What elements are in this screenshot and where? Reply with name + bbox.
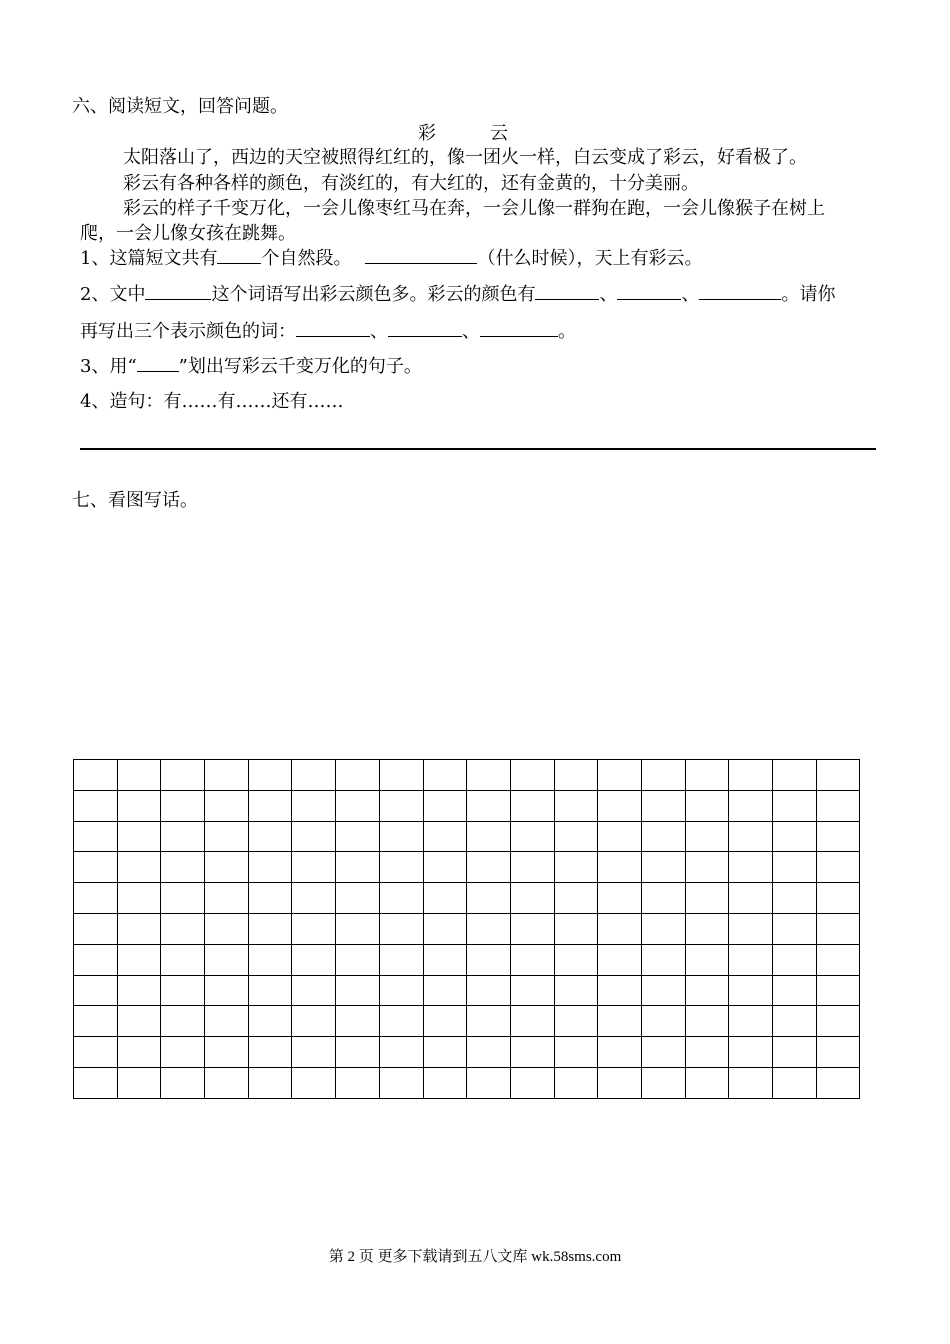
grid-cell[interactable] bbox=[423, 944, 467, 975]
question-3 bbox=[80, 353, 422, 379]
q2-text-b: 这个词语写出彩云颜色多。彩云的颜色有 bbox=[211, 284, 536, 305]
grid-cell[interactable] bbox=[336, 1037, 380, 1068]
grid-cell[interactable] bbox=[729, 760, 773, 791]
grid-cell[interactable] bbox=[598, 944, 642, 975]
q3-text-b: ”划出写彩云千变万化的句子。 bbox=[178, 356, 422, 377]
grid-cell[interactable] bbox=[773, 760, 817, 791]
q2-sep-3: 、 bbox=[370, 321, 388, 342]
grid-cell[interactable] bbox=[816, 760, 860, 791]
grid-cell[interactable] bbox=[816, 1067, 860, 1098]
grid-cell[interactable] bbox=[641, 1006, 685, 1037]
grid-cell[interactable] bbox=[773, 1067, 817, 1098]
grid-cell[interactable] bbox=[292, 1006, 336, 1037]
grid-cell[interactable] bbox=[598, 1006, 642, 1037]
grid-cell[interactable] bbox=[205, 1006, 249, 1037]
q2-blank-extra-color-1[interactable] bbox=[296, 318, 370, 337]
grid-cell[interactable] bbox=[379, 1067, 423, 1098]
grid-cell[interactable] bbox=[423, 1006, 467, 1037]
grid-cell[interactable] bbox=[205, 790, 249, 821]
question-1 bbox=[80, 245, 702, 271]
grid-cell[interactable] bbox=[336, 975, 380, 1006]
grid-cell[interactable] bbox=[205, 1067, 249, 1098]
grid-cell[interactable] bbox=[773, 913, 817, 944]
grid-cell[interactable] bbox=[74, 760, 118, 791]
grid-cell[interactable] bbox=[554, 975, 598, 1006]
grid-cell[interactable] bbox=[685, 760, 729, 791]
grid-cell[interactable] bbox=[248, 883, 292, 914]
grid-cell[interactable] bbox=[205, 1037, 249, 1068]
section-6-heading: 六、阅读短文，回答问题。 bbox=[72, 96, 288, 117]
grid-cell[interactable] bbox=[773, 975, 817, 1006]
grid-cell[interactable] bbox=[641, 821, 685, 852]
grid-cell[interactable] bbox=[773, 944, 817, 975]
grid-cell[interactable] bbox=[336, 790, 380, 821]
grid-cell[interactable] bbox=[292, 944, 336, 975]
grid-cell[interactable] bbox=[117, 975, 161, 1006]
grid-cell[interactable] bbox=[379, 790, 423, 821]
grid-cell[interactable] bbox=[117, 852, 161, 883]
grid-cell[interactable] bbox=[773, 821, 817, 852]
grid-cell[interactable] bbox=[74, 1067, 118, 1098]
q2-sep-1: 、 bbox=[599, 284, 618, 305]
q1-blank-paragraph-count[interactable] bbox=[217, 245, 261, 264]
grid-cell[interactable] bbox=[554, 944, 598, 975]
grid-cell[interactable] bbox=[685, 913, 729, 944]
grid-cell[interactable] bbox=[205, 852, 249, 883]
grid-cell[interactable] bbox=[685, 790, 729, 821]
grid-cell[interactable] bbox=[161, 790, 205, 821]
q2-text-a: 2、文中 bbox=[80, 284, 146, 305]
q2-blank-extra-color-2[interactable] bbox=[388, 318, 462, 337]
grid-cell[interactable] bbox=[117, 1037, 161, 1068]
grid-cell[interactable] bbox=[510, 1006, 554, 1037]
grid-cell[interactable] bbox=[248, 1037, 292, 1068]
grid-row bbox=[74, 1006, 860, 1037]
grid-cell[interactable] bbox=[423, 760, 467, 791]
grid-cell[interactable] bbox=[467, 1006, 511, 1037]
grid-cell[interactable] bbox=[467, 790, 511, 821]
grid-cell[interactable] bbox=[292, 883, 336, 914]
grid-row bbox=[74, 975, 860, 1006]
grid-cell[interactable] bbox=[423, 913, 467, 944]
passage-paragraph-3-cont: 爬，一会儿像女孩在跳舞。 bbox=[80, 223, 296, 244]
q1-blank-when[interactable] bbox=[365, 245, 477, 264]
grid-cell[interactable] bbox=[773, 790, 817, 821]
page-footer: 第 2 页 更多下载请到五八文库 wk.58sms.com bbox=[328, 1249, 622, 1265]
grid-cell[interactable] bbox=[423, 790, 467, 821]
grid-cell[interactable] bbox=[292, 760, 336, 791]
grid-cell[interactable] bbox=[336, 1067, 380, 1098]
passage-paragraph-3: 彩云的样子千变万化，一会儿像枣红马在奔，一会儿像一群狗在跑，一会儿像猴子在树上 bbox=[123, 198, 825, 219]
grid-cell[interactable] bbox=[773, 1006, 817, 1037]
grid-cell[interactable] bbox=[336, 852, 380, 883]
grid-cell[interactable] bbox=[379, 1037, 423, 1068]
grid-cell[interactable] bbox=[423, 852, 467, 883]
grid-cell[interactable] bbox=[598, 852, 642, 883]
passage-paragraph-1: 太阳落山了，西边的天空被照得红红的，像一团火一样，白云变成了彩云，好看极了。 bbox=[123, 147, 807, 168]
grid-cell[interactable] bbox=[816, 913, 860, 944]
grid-cell[interactable] bbox=[248, 975, 292, 1006]
grid-cell[interactable] bbox=[205, 760, 249, 791]
grid-cell[interactable] bbox=[510, 1067, 554, 1098]
grid-cell[interactable] bbox=[554, 760, 598, 791]
grid-cell[interactable] bbox=[292, 852, 336, 883]
grid-cell[interactable] bbox=[554, 1067, 598, 1098]
q2-sep-4: 、 bbox=[462, 321, 480, 342]
grid-cell[interactable] bbox=[423, 883, 467, 914]
grid-cell[interactable] bbox=[117, 1067, 161, 1098]
grid-cell[interactable] bbox=[205, 944, 249, 975]
grid-cell[interactable] bbox=[74, 1006, 118, 1037]
grid-cell[interactable] bbox=[248, 760, 292, 791]
grid-cell[interactable] bbox=[729, 975, 773, 1006]
grid-cell[interactable] bbox=[510, 944, 554, 975]
grid-cell[interactable] bbox=[685, 975, 729, 1006]
grid-cell[interactable] bbox=[773, 852, 817, 883]
grid-cell[interactable] bbox=[685, 821, 729, 852]
grid-cell[interactable] bbox=[729, 944, 773, 975]
q1-text-a: 1、这篇短文共有 bbox=[80, 248, 218, 269]
grid-cell[interactable] bbox=[467, 944, 511, 975]
grid-cell[interactable] bbox=[467, 852, 511, 883]
q2-blank-color-3[interactable] bbox=[699, 281, 781, 300]
grid-cell[interactable] bbox=[510, 790, 554, 821]
grid-cell[interactable] bbox=[248, 913, 292, 944]
grid-row bbox=[74, 883, 860, 914]
grid-cell[interactable] bbox=[554, 790, 598, 821]
grid-cell[interactable] bbox=[292, 913, 336, 944]
grid-cell[interactable] bbox=[510, 975, 554, 1006]
grid-cell[interactable] bbox=[423, 975, 467, 1006]
q2-sep-2: 、 bbox=[681, 284, 700, 305]
grid-cell[interactable] bbox=[685, 883, 729, 914]
grid-cell[interactable] bbox=[729, 913, 773, 944]
grid-cell[interactable] bbox=[598, 1067, 642, 1098]
grid-cell[interactable] bbox=[379, 852, 423, 883]
grid-cell[interactable] bbox=[685, 1037, 729, 1068]
grid-cell[interactable] bbox=[74, 1037, 118, 1068]
grid-cell[interactable] bbox=[117, 1006, 161, 1037]
grid-cell[interactable] bbox=[467, 883, 511, 914]
q2-blank-word[interactable] bbox=[145, 281, 211, 300]
grid-cell[interactable] bbox=[598, 1037, 642, 1068]
grid-cell[interactable] bbox=[248, 944, 292, 975]
grid-cell[interactable] bbox=[161, 821, 205, 852]
grid-row bbox=[74, 1037, 860, 1068]
question-4: 4、造句：有……有……还有…… bbox=[80, 391, 344, 412]
grid-cell[interactable] bbox=[161, 1067, 205, 1098]
q1-text-c: （什么时候），天上有彩云。 bbox=[477, 248, 703, 269]
grid-cell[interactable] bbox=[161, 1037, 205, 1068]
grid-cell[interactable] bbox=[685, 1006, 729, 1037]
grid-cell[interactable] bbox=[598, 821, 642, 852]
grid-cell[interactable] bbox=[379, 1006, 423, 1037]
grid-cell[interactable] bbox=[816, 1006, 860, 1037]
grid-row bbox=[74, 760, 860, 791]
grid-cell[interactable] bbox=[117, 821, 161, 852]
grid-cell[interactable] bbox=[248, 1067, 292, 1098]
grid-cell[interactable] bbox=[248, 790, 292, 821]
q2-line2-text: 再写出三个表示颜色的词： bbox=[80, 321, 296, 342]
answer-line[interactable] bbox=[80, 448, 876, 450]
grid-cell[interactable] bbox=[161, 944, 205, 975]
grid-cell[interactable] bbox=[161, 975, 205, 1006]
grid-cell[interactable] bbox=[74, 975, 118, 1006]
grid-cell[interactable] bbox=[74, 883, 118, 914]
grid-cell[interactable] bbox=[117, 944, 161, 975]
grid-cell[interactable] bbox=[336, 883, 380, 914]
grid-cell[interactable] bbox=[554, 913, 598, 944]
grid-row bbox=[74, 913, 860, 944]
grid-cell[interactable] bbox=[510, 1037, 554, 1068]
grid-cell[interactable] bbox=[117, 760, 161, 791]
grid-cell[interactable] bbox=[161, 1006, 205, 1037]
grid-cell[interactable] bbox=[641, 1037, 685, 1068]
grid-cell[interactable] bbox=[336, 821, 380, 852]
grid-cell[interactable] bbox=[773, 1037, 817, 1068]
grid-cell[interactable] bbox=[292, 1037, 336, 1068]
grid-cell[interactable] bbox=[74, 944, 118, 975]
grid-cell[interactable] bbox=[248, 1006, 292, 1037]
grid-cell[interactable] bbox=[292, 821, 336, 852]
grid-cell[interactable] bbox=[816, 883, 860, 914]
grid-cell[interactable] bbox=[336, 913, 380, 944]
grid-cell[interactable] bbox=[598, 760, 642, 791]
passage-paragraph-2: 彩云有各种各样的颜色，有淡红的，有大红的，还有金黄的，十分美丽。 bbox=[123, 173, 699, 194]
grid-cell[interactable] bbox=[117, 913, 161, 944]
grid-cell[interactable] bbox=[161, 760, 205, 791]
writing-grid bbox=[73, 759, 860, 1099]
grid-cell[interactable] bbox=[685, 1067, 729, 1098]
question-2 bbox=[80, 281, 835, 307]
grid-cell[interactable] bbox=[554, 1006, 598, 1037]
grid-cell[interactable] bbox=[117, 790, 161, 821]
grid-cell[interactable] bbox=[379, 975, 423, 1006]
q3-blank-marker bbox=[137, 353, 179, 372]
passage-title: 彩 云 bbox=[418, 123, 526, 144]
grid-cell[interactable] bbox=[161, 852, 205, 883]
grid-cell[interactable] bbox=[423, 1037, 467, 1068]
grid-row bbox=[74, 1067, 860, 1098]
grid-cell[interactable] bbox=[510, 821, 554, 852]
grid-cell[interactable] bbox=[467, 1037, 511, 1068]
grid-cell[interactable] bbox=[336, 760, 380, 791]
grid-cell[interactable] bbox=[641, 852, 685, 883]
grid-row bbox=[74, 944, 860, 975]
q2-line2-end: 。 bbox=[558, 321, 576, 342]
grid-cell[interactable] bbox=[510, 883, 554, 914]
q2-blank-extra-color-3[interactable] bbox=[480, 318, 558, 337]
grid-cell[interactable] bbox=[598, 975, 642, 1006]
grid-cell[interactable] bbox=[816, 975, 860, 1006]
grid-cell[interactable] bbox=[816, 821, 860, 852]
grid-cell[interactable] bbox=[729, 1067, 773, 1098]
grid-cell[interactable] bbox=[292, 790, 336, 821]
q2-text-end: 。请你 bbox=[781, 284, 836, 305]
grid-cell[interactable] bbox=[641, 913, 685, 944]
grid-cell[interactable] bbox=[74, 913, 118, 944]
grid-cell[interactable] bbox=[641, 790, 685, 821]
q2-blank-color-2[interactable] bbox=[617, 281, 681, 300]
grid-cell[interactable] bbox=[598, 883, 642, 914]
grid-cell[interactable] bbox=[467, 821, 511, 852]
grid-cell[interactable] bbox=[161, 913, 205, 944]
grid-cell[interactable] bbox=[641, 760, 685, 791]
grid-cell[interactable] bbox=[816, 1037, 860, 1068]
section-7-heading: 七、看图写话。 bbox=[72, 490, 198, 511]
grid-cell[interactable] bbox=[161, 883, 205, 914]
grid-cell[interactable] bbox=[729, 821, 773, 852]
question-2-line-2 bbox=[80, 318, 576, 344]
grid-cell[interactable] bbox=[641, 944, 685, 975]
grid-cell[interactable] bbox=[467, 1067, 511, 1098]
grid-cell[interactable] bbox=[205, 821, 249, 852]
grid-cell[interactable] bbox=[423, 821, 467, 852]
grid-row bbox=[74, 852, 860, 883]
grid-cell[interactable] bbox=[598, 913, 642, 944]
grid-cell[interactable] bbox=[510, 760, 554, 791]
grid-cell[interactable] bbox=[74, 790, 118, 821]
grid-cell[interactable] bbox=[685, 852, 729, 883]
grid-cell[interactable] bbox=[292, 975, 336, 1006]
grid-cell[interactable] bbox=[816, 790, 860, 821]
grid-row bbox=[74, 821, 860, 852]
grid-cell[interactable] bbox=[554, 883, 598, 914]
grid-cell[interactable] bbox=[729, 883, 773, 914]
q3-text-a: 3、用“ bbox=[80, 356, 137, 377]
grid-cell[interactable] bbox=[379, 883, 423, 914]
grid-cell[interactable] bbox=[467, 975, 511, 1006]
grid-cell[interactable] bbox=[379, 944, 423, 975]
grid-cell[interactable] bbox=[205, 883, 249, 914]
grid-cell[interactable] bbox=[729, 1006, 773, 1037]
grid-cell[interactable] bbox=[74, 821, 118, 852]
grid-cell[interactable] bbox=[554, 821, 598, 852]
grid-cell[interactable] bbox=[641, 1067, 685, 1098]
grid-cell[interactable] bbox=[510, 913, 554, 944]
grid-cell[interactable] bbox=[773, 883, 817, 914]
grid-cell[interactable] bbox=[205, 975, 249, 1006]
q1-text-b: 个自然段。 bbox=[261, 248, 352, 269]
grid-cell[interactable] bbox=[379, 760, 423, 791]
grid-cell[interactable] bbox=[729, 1037, 773, 1068]
grid-cell[interactable] bbox=[598, 790, 642, 821]
grid-cell[interactable] bbox=[641, 883, 685, 914]
grid-cell[interactable] bbox=[379, 821, 423, 852]
q2-blank-color-1[interactable] bbox=[535, 281, 599, 300]
grid-cell[interactable] bbox=[510, 852, 554, 883]
grid-cell[interactable] bbox=[816, 944, 860, 975]
grid-cell[interactable] bbox=[248, 852, 292, 883]
grid-cell[interactable] bbox=[74, 852, 118, 883]
grid-cell[interactable] bbox=[685, 944, 729, 975]
grid-cell[interactable] bbox=[292, 1067, 336, 1098]
grid-cell[interactable] bbox=[248, 821, 292, 852]
grid-cell[interactable] bbox=[554, 852, 598, 883]
grid-cell[interactable] bbox=[205, 913, 249, 944]
grid-cell[interactable] bbox=[423, 1067, 467, 1098]
grid-row bbox=[74, 790, 860, 821]
grid-cell[interactable] bbox=[379, 913, 423, 944]
grid-cell[interactable] bbox=[554, 1037, 598, 1068]
grid-cell[interactable] bbox=[467, 913, 511, 944]
grid-cell[interactable] bbox=[336, 944, 380, 975]
grid-cell[interactable] bbox=[117, 883, 161, 914]
grid-cell[interactable] bbox=[729, 852, 773, 883]
grid-cell[interactable] bbox=[816, 852, 860, 883]
grid-cell[interactable] bbox=[641, 975, 685, 1006]
grid-cell[interactable] bbox=[467, 760, 511, 791]
grid-cell[interactable] bbox=[336, 1006, 380, 1037]
grid-cell[interactable] bbox=[729, 790, 773, 821]
